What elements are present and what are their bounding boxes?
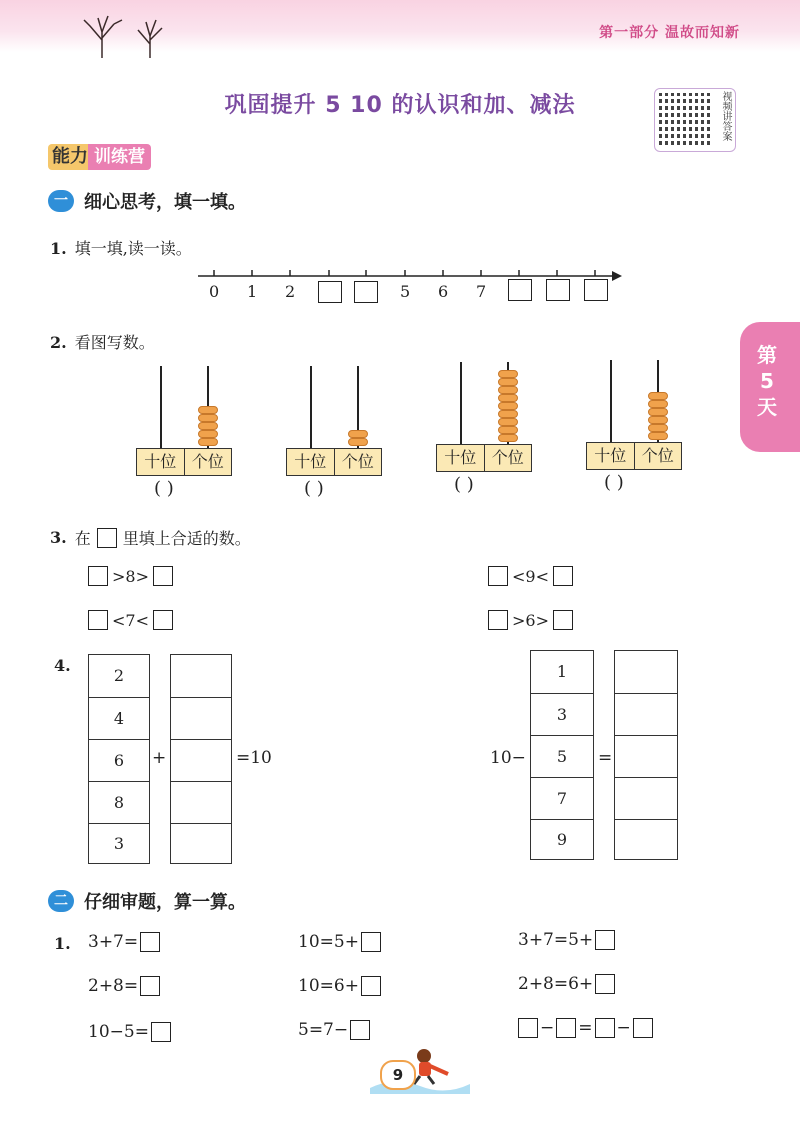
equals-sign: = xyxy=(598,748,613,768)
equation: 10=5+ xyxy=(298,932,381,952)
subtrahend-cell: 3 xyxy=(531,693,593,735)
nl-0: 0 xyxy=(209,282,220,301)
tree-illustration xyxy=(80,10,180,60)
abacus-4 xyxy=(586,360,682,510)
bead xyxy=(198,406,218,414)
mascot-icon xyxy=(410,1046,454,1086)
compare-blank[interactable] xyxy=(488,610,508,630)
abacus-1 xyxy=(136,366,232,516)
page-number: 9 xyxy=(380,1060,416,1090)
place-value-label: 十位 个位 xyxy=(136,448,232,476)
equation-blanks: − = − xyxy=(518,1018,653,1038)
question-1: 1. 填一填,读一读。 xyxy=(50,239,192,258)
bead xyxy=(498,402,518,410)
bead xyxy=(498,410,518,418)
compare-2: <9< xyxy=(488,566,573,586)
section-2-icon: 二 xyxy=(48,890,74,912)
ability-tag: 能力 xyxy=(48,144,92,170)
equals-10: =10 xyxy=(236,748,272,768)
answer-cell[interactable] xyxy=(171,781,231,823)
question-2: 2. 看图写数。 xyxy=(50,333,155,352)
nl-blank-8[interactable] xyxy=(508,279,532,301)
question-4-number: 4. xyxy=(54,656,71,675)
tens-rod xyxy=(160,366,162,448)
addend-cell: 4 xyxy=(89,697,149,739)
nl-2: 2 xyxy=(285,282,296,301)
plus-sign: + xyxy=(152,748,167,768)
qr-code-card[interactable] xyxy=(654,88,736,152)
equation: 10−5= xyxy=(88,1022,171,1042)
compare-1: >8> xyxy=(88,566,173,586)
equation: 10=6+ xyxy=(298,976,381,996)
compare-blank[interactable] xyxy=(88,610,108,630)
compare-blank[interactable] xyxy=(553,566,573,586)
bead xyxy=(648,424,668,432)
answer-paren[interactable]: ( ) xyxy=(154,478,174,499)
nl-blank-3[interactable] xyxy=(318,281,342,303)
nl-6: 6 xyxy=(438,282,449,301)
bead xyxy=(498,426,518,434)
answer-box[interactable] xyxy=(595,930,615,950)
difference-cell[interactable] xyxy=(615,819,677,859)
bead xyxy=(498,386,518,394)
question-3: 3. 在 里填上合适的数。 xyxy=(50,528,251,548)
difference-cell[interactable] xyxy=(615,651,677,693)
compare-3: <7< xyxy=(88,610,173,630)
place-value-label: 十位 个位 xyxy=(436,444,532,472)
equation: 3+7=5+ xyxy=(518,930,615,950)
nl-blank-4[interactable] xyxy=(354,281,378,303)
difference-cell[interactable] xyxy=(615,693,677,735)
qr-code-pattern xyxy=(659,93,711,145)
bead xyxy=(198,422,218,430)
answer-cell[interactable] xyxy=(171,655,231,697)
tens-rod xyxy=(610,360,612,442)
section-1-icon: 一 xyxy=(48,190,74,212)
bead xyxy=(648,400,668,408)
nl-5: 5 xyxy=(400,282,411,301)
answer-box[interactable] xyxy=(595,974,615,994)
abacus-2 xyxy=(286,366,382,516)
qr-label: 视频讲答案 xyxy=(720,91,731,141)
equation: 5=7− xyxy=(298,1020,370,1040)
bead xyxy=(198,414,218,422)
addend-cell: 8 xyxy=(89,781,149,823)
bead xyxy=(498,434,518,442)
bead xyxy=(198,430,218,438)
equation: 2+8= xyxy=(88,976,160,996)
bead xyxy=(348,430,368,438)
bead xyxy=(498,370,518,378)
section-header: 第一部分 温故而知新 xyxy=(599,25,740,41)
equation: 2+8=6+ xyxy=(518,974,615,994)
ten-minus: 10− xyxy=(490,748,526,768)
section-2-title: 仔细审题，算一算。 xyxy=(84,892,246,913)
section-1-title: 细心思考，填一填。 xyxy=(84,192,246,213)
compare-blank[interactable] xyxy=(553,610,573,630)
place-value-label: 十位 个位 xyxy=(286,448,382,476)
page-title: 巩固提升 5 10 的认识和加、减法 xyxy=(224,93,576,118)
nl-blank-9[interactable] xyxy=(546,279,570,301)
bead xyxy=(498,378,518,386)
place-value-label: 十位 个位 xyxy=(586,442,682,470)
bead xyxy=(648,416,668,424)
answer-box[interactable] xyxy=(140,932,160,952)
bead xyxy=(648,408,668,416)
subtrahend-column xyxy=(530,650,594,860)
day-tab-label: 第 5 天 xyxy=(757,343,777,419)
tens-rod xyxy=(310,366,312,448)
bead xyxy=(498,418,518,426)
answer-box[interactable] xyxy=(151,1022,171,1042)
answer-box[interactable] xyxy=(556,1018,576,1038)
answer-box[interactable] xyxy=(633,1018,653,1038)
bead xyxy=(648,432,668,440)
difference-cell[interactable] xyxy=(615,735,677,777)
nl-7: 7 xyxy=(476,282,487,301)
sample-box xyxy=(97,528,117,548)
subtrahend-cell: 5 xyxy=(531,735,593,777)
bead xyxy=(648,392,668,400)
abacus-3 xyxy=(436,362,532,512)
answer-cell[interactable] xyxy=(171,739,231,781)
training-tag: 训练营 xyxy=(88,144,151,170)
compare-4: >6> xyxy=(488,610,573,630)
subtrahend-cell: 7 xyxy=(531,777,593,819)
nl-1: 1 xyxy=(247,282,258,301)
tens-rod xyxy=(460,362,462,444)
addend-cell: 2 xyxy=(113,666,125,685)
compare-blank[interactable] xyxy=(153,610,173,630)
bead xyxy=(498,394,518,402)
equation: 3+7= xyxy=(88,932,160,952)
bead xyxy=(198,438,218,446)
subtrahend-cell: 9 xyxy=(531,819,593,859)
addend-cell: 6 xyxy=(89,739,149,781)
answer-box[interactable] xyxy=(361,976,381,996)
addend-column xyxy=(88,654,150,864)
answer-box[interactable] xyxy=(595,1018,615,1038)
difference-cell[interactable] xyxy=(615,777,677,819)
compare-blank[interactable] xyxy=(488,566,508,586)
nl-blank-10[interactable] xyxy=(584,279,608,301)
compare-blank[interactable] xyxy=(88,566,108,586)
answer-paren[interactable]: ( ) xyxy=(604,472,624,493)
answer-box[interactable] xyxy=(518,1018,538,1038)
answer-box[interactable] xyxy=(350,1020,370,1040)
question-5-number: 1. xyxy=(54,934,71,953)
compare-blank[interactable] xyxy=(153,566,173,586)
answer-cell[interactable] xyxy=(171,823,231,863)
bead xyxy=(348,438,368,446)
answer-box[interactable] xyxy=(361,932,381,952)
addend-cell: 3 xyxy=(89,823,149,863)
answer-paren[interactable]: ( ) xyxy=(454,474,474,495)
answer-box[interactable] xyxy=(140,976,160,996)
answer-cell[interactable] xyxy=(171,697,231,739)
difference-column xyxy=(614,650,678,860)
subtrahend-cell: 1 xyxy=(556,662,568,681)
answer-column xyxy=(170,654,232,864)
answer-paren[interactable]: ( ) xyxy=(304,478,324,499)
